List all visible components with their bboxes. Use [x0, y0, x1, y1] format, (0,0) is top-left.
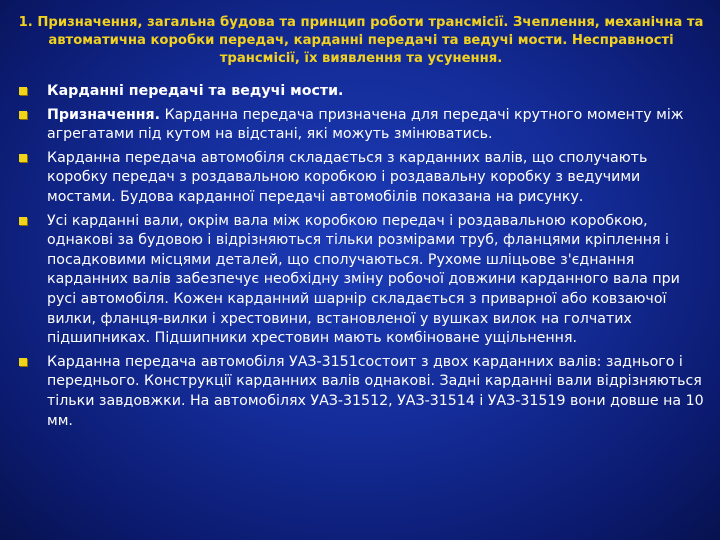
bullet-body-text: Карданна передача автомобіля УАЗ-3151состоит з двох карданних валів: заднього і переднього. Конструкції карданних валів однакові. Задні карданні вали відрізняються тільки завдовжки. На автомобілях УАЗ-31512, УАЗ-31514 і УАЗ-31519 вони довше на 10 мм. [47, 353, 704, 429]
square-bullet-icon [19, 154, 27, 162]
slide-title: 1. Призначення, загальна будова та принцип роботи трансмісії. Зчеплення, механічна та автоматична коробки передач, карданні передачі та ведучі мости. Несправності трансмісії, їх виявлення та усунення. [18, 15, 704, 66]
bullet-item-composition [16, 149, 706, 208]
bullet-body-text: Карданна передача автомобіля складається з карданних валів, що сполучають коробку передач з роздавальною коробкою і роздавальну коробку з ведучими мостами. Будова карданної передачі автомобілів показана на рисунку. [47, 149, 648, 205]
square-bullet-icon [19, 87, 27, 95]
bullet-item-purpose [16, 106, 706, 145]
square-bullet-icon [19, 111, 27, 119]
bullet-item-shafts [16, 212, 706, 349]
square-bullet-icon [19, 358, 27, 366]
bullet-list [16, 82, 706, 435]
square-bullet-icon [19, 217, 27, 225]
bullet-item-heading [16, 82, 706, 102]
bullet-body-text: Карданна передача призначена для передачі крутного моменту між агрегатами під кутом на відстані, які можуть змінюватись. [47, 106, 684, 143]
bullet-body-text: Усі карданні вали, окрім вала між коробкою передач і роздавальною коробкою, однакові за будовою і відрізняються тільки розмірами труб, фланцями кріплення і посадковими місцями деталей, що сполучаються. Рухоме шліцьове з'єднання карданних валів забезпечує необхідну зміну робочої довжини карданного вала при русі автомобіля. Кожен карданний шарнір складається з приварної або ковзаючої вилки, фланця-вилки і хрестовини, встановленої у вушках вилок на голчатих підшипниках. Підшипники хрестовин мають комбіноване ущільнення. [47, 212, 680, 347]
bullet-lead-text: Карданні передачі та ведучі мости. [47, 83, 344, 99]
bullet-item-uaz [16, 353, 706, 431]
bullet-lead-text: Призначення. [47, 106, 161, 123]
